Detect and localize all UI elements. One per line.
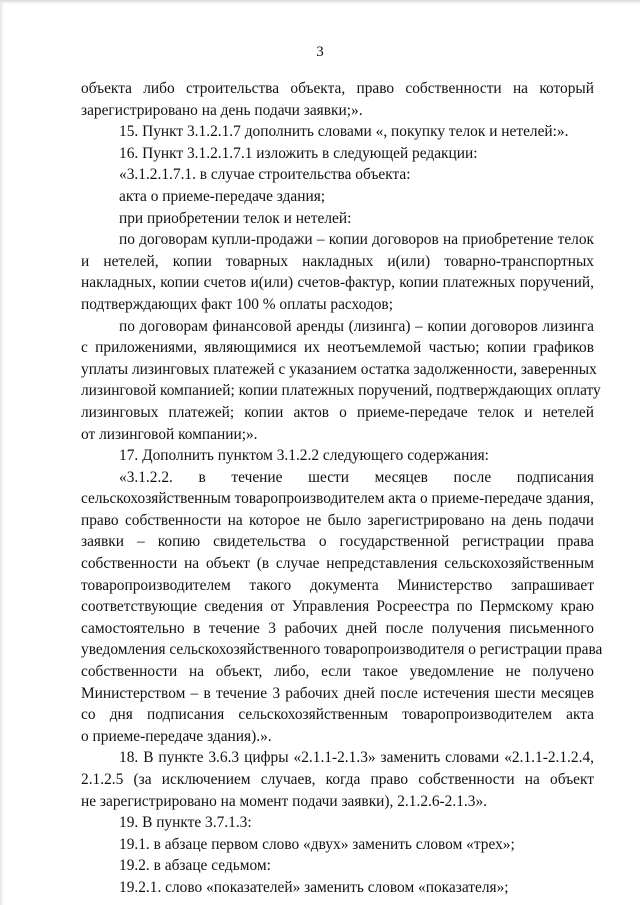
scan-edge-top [0, 0, 640, 4]
paragraph-line: по договорам финансовой аренды (лизинга) – копии договоров лизинга [119, 317, 594, 335]
paragraph-line: «3.1.2.2. в течение шести месяцев после подписания [119, 468, 594, 486]
paragraph [81, 121, 594, 143]
paragraph-line: 19.1. в абзаце первом слово «двух» заменить словом «трех»; [119, 835, 515, 853]
paragraph-line: о приеме-передаче здания).». [81, 727, 272, 745]
paragraph-line: 17. Дополнить пунктом 3.1.2.2 следующего содержания: [119, 447, 489, 465]
paragraph [81, 229, 594, 315]
paragraph [81, 186, 594, 208]
paragraph [81, 467, 603, 748]
document-body [81, 78, 603, 899]
paragraph-line: со дня подписания сельскохозяйственным товаропроизводителем акта [81, 706, 594, 724]
paragraph [81, 855, 594, 877]
paragraph-line: при приобретении телок и нетелей: [119, 209, 352, 227]
scan-edge-left [0, 0, 4, 905]
paragraph-line: 16. Пункт 3.1.2.1.7.1 изложить в следующей редакции: [119, 144, 478, 162]
paragraph-line: 19.2.1. слово «показателей» заменить словом «показателя»; [119, 878, 509, 896]
paragraph-line: собственности на объект, либо, если такое уведомление не получено [81, 663, 594, 681]
paragraph-line: Министерством – в течение 3 рабочих дней после истечения шести месяцев [81, 684, 594, 702]
paragraph-line: 18. В пункте 3.6.3 цифры «2.1.1-2.1.3» заменить словами «2.1.1-2.1.2.4, [119, 749, 594, 767]
paragraph-line: 2.1.2.5 (за исключением случаев, когда право собственности на объект [81, 771, 594, 788]
paragraph-line: 19. В пункте 3.7.1.3: [119, 814, 252, 832]
paragraph-line: по договорам купли-продажи – копии договоров на приобретение телок [119, 231, 594, 249]
paragraph [81, 747, 594, 812]
paragraph-line: уплаты лизинговых платежей с указанием остатка задолженности, заверенных [81, 360, 597, 378]
paragraph-line: заявки – копию свидетельства о государственной регистрации права [81, 533, 594, 551]
paragraph-line: не зарегистрировано на момент подачи заявки), 2.1.2.6-2.1.3». [81, 792, 488, 810]
paragraph-line: подтверждающих факт 100 % оплаты расходов; [81, 295, 393, 313]
paragraph-line: зарегистрировано на день подачи заявки;». [81, 101, 363, 119]
paragraph [81, 834, 594, 856]
paragraph [81, 143, 594, 165]
paragraph-line: «3.1.2.1.7.1. в случае строительства объекта: [119, 166, 411, 184]
paragraph-line: накладных, копии счетов и(или) счетов-фактур, копии платежных поручений, [81, 274, 594, 292]
paragraph-line: от лизинговой компании;». [81, 425, 258, 443]
paragraph-line: собственности на объект (в случае непредставления сельскохозяйственным [81, 555, 594, 573]
paragraph [81, 208, 594, 230]
paragraph [81, 164, 594, 186]
paragraph-line: уведомления сельскохозяйственного товаропроизводителя о регистрации права [81, 641, 603, 659]
paragraph [81, 316, 601, 446]
paragraph [81, 445, 594, 467]
paragraph-line: соответствующие сведения от Управления Росреестра по Пермскому краю [81, 598, 594, 616]
paragraph-line: лизинговой компанией; копии платежных поручений, подтверждающих оплату [81, 382, 601, 400]
paragraph-line: и нетелей, копии товарных накладных и(или) товарно-транспортных [81, 252, 594, 270]
paragraph-line: сельскохозяйственным товаропроизводителем акта о приеме-передаче здания, [81, 490, 594, 508]
paragraph-line: лизинговых платежей; копии актов о приеме-передаче телок и нетелей [81, 403, 594, 421]
paragraph-line: право собственности на которое не было зарегистрировано на день подачи [81, 511, 594, 529]
paragraph-line: 19.2. в абзаце седьмом: [119, 857, 271, 875]
paragraph-line: объекта либо строительства объекта, право собственности на который [81, 80, 594, 97]
paragraph [81, 812, 594, 834]
paragraph-line: товаропроизводителем такого документа Министерство запрашивает [81, 576, 594, 594]
paragraph-line: акта о приеме-передаче здания; [119, 187, 326, 205]
paragraph-line: 15. Пункт 3.1.2.1.7 дополнить словами «, покупку телок и нетелей:». [119, 123, 569, 141]
paragraph-line: самостоятельно в течение 3 рабочих дней после получения письменного [81, 619, 594, 637]
paragraph-line: с приложениями, являющимися их неотъемлемой частью; копии графиков [81, 339, 594, 357]
paragraph [81, 877, 594, 899]
page-number: 3 [316, 44, 324, 60]
paragraph [81, 78, 594, 121]
